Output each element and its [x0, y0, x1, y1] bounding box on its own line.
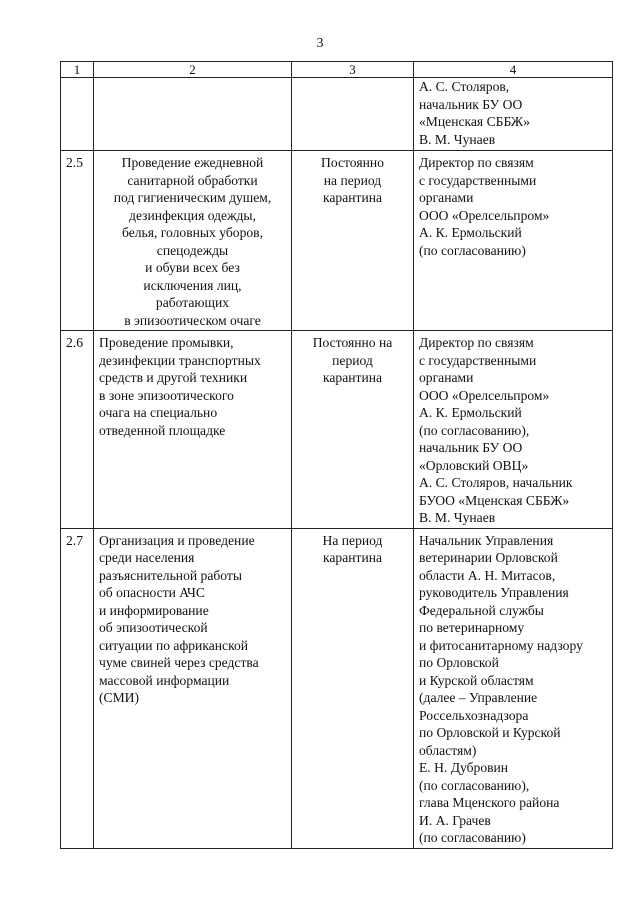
- header-col-1: 1: [61, 62, 94, 78]
- row-number: 2.5: [61, 151, 94, 331]
- responsible-text: Начальник Управления ветеринарии Орловской области А. Н. Митасов, руководитель Управления Федеральной службы по ветеринарному и фитосанитарному надзору по Орловской и Курской областям (далее – Управление Россельхознадзора по Орловской и Курской областям) Е. Н. Дубровин (по согласованию), глава Мценского района И. А. Грачев (по согласованию): [419, 532, 583, 845]
- responsible-cell: [414, 151, 613, 331]
- row-number: [61, 78, 94, 151]
- measure-cell: [94, 528, 292, 848]
- table-row: [61, 78, 613, 151]
- row-number: 2.6: [61, 331, 94, 529]
- page-number: 3: [316, 36, 324, 51]
- period-text: Постоянно на период карантина: [312, 335, 393, 385]
- table-row: [61, 331, 613, 529]
- measure-cell: [94, 331, 292, 529]
- period-cell: [292, 78, 414, 151]
- period-cell: [292, 331, 414, 529]
- responsible-cell: [414, 331, 613, 529]
- responsible-cell: [414, 78, 613, 151]
- responsible-text: Директор по связям с государственными органами ООО «Орелсельпром» А. К. Ермольский (по согласованию), начальник БУ ОО «Орловский ОВЦ» А. С. Столяров, начальник БУОО «Мценская СББЖ» В. М. Чунаев: [419, 335, 573, 525]
- plan-table: [60, 61, 613, 849]
- measure-text: Проведение промывки, дезинфекции транспортных средств и другой техники в зоне эпизоотического очага на специально отведенной площадке: [99, 335, 261, 438]
- measure-text: Организация и проведение среди населения разъяснительной работы об опасности АЧС и информирование об эпизоотической ситуации по африканской чуме свиней через средства массовой информации (СМИ): [99, 532, 259, 705]
- table-header-row: [61, 62, 613, 78]
- responsible-text: А. С. Столяров, начальник БУ ОО «Мценская СББЖ» В. М. Чунаев: [419, 79, 530, 147]
- responsible-cell: [414, 528, 613, 848]
- table-row: [61, 151, 613, 331]
- row-number: 2.7: [61, 528, 94, 848]
- period-text: Постоянно на период карантина: [321, 155, 384, 205]
- measure-text: Проведение ежедневной санитарной обработки под гигиеническим душем, дезинфекция одежды, белья, головных уборов, спецодежды и обуви всех без исключения лиц, работающих в эпизоотическом очаге: [113, 155, 272, 328]
- period-cell: [292, 151, 414, 331]
- measure-cell: [94, 151, 292, 331]
- measure-cell: [94, 78, 292, 151]
- responsible-text: Директор по связям с государственными органами ООО «Орелсельпром» А. К. Ермольский (по согласованию): [419, 155, 550, 258]
- header-col-2: 2: [94, 62, 292, 78]
- period-cell: [292, 528, 414, 848]
- table-row: [61, 528, 613, 848]
- header-col-3: 3: [292, 62, 414, 78]
- header-col-4: 4: [414, 62, 613, 78]
- period-text: На период карантина: [322, 532, 383, 565]
